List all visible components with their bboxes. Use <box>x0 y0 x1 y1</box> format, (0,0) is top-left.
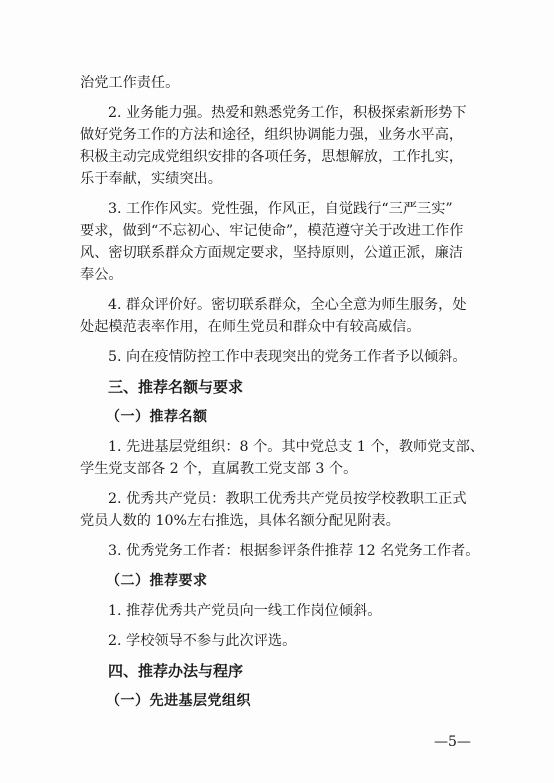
section-heading: 四、推荐办法与程序 <box>108 662 244 680</box>
paragraph-line: 要求，做到“不忘初心、牢记使命”，模范遵守关于改进工作作 <box>80 223 464 239</box>
paragraph-line: 处起模范表率作用，在师生党员和群众中有较高威信。 <box>80 319 421 335</box>
subsection-heading: （二）推荐要求 <box>106 573 208 589</box>
paragraph-line: 乐于奉献，实绩突出。 <box>80 171 222 187</box>
criterion-paragraph <box>80 294 482 338</box>
page-number: —5— <box>434 734 471 750</box>
paragraph-line: 奉公。 <box>80 267 123 283</box>
paragraph-line: 2. 学校领导不参与此次评选。 <box>108 633 297 649</box>
subsection-heading: （一）推荐名额 <box>106 409 208 425</box>
document-body <box>80 72 482 712</box>
paragraph-line: 学生党支部各 2 个，直属教工党支部 3 个。 <box>80 461 358 477</box>
criterion-paragraph <box>80 102 482 190</box>
paragraph-line: 5. 向在疫情防控工作中表现突出的党务工作者予以倾斜。 <box>108 349 467 365</box>
paragraph-line: 3. 工作作风实。党性强，作风正，自觉践行“三严三实” <box>108 201 453 217</box>
paragraph-line: 治党工作责任。 <box>80 75 180 91</box>
paragraph-line: 风、密切联系群众方面规定要求，坚持原则，公道正派，廉洁 <box>80 245 464 261</box>
paragraph-line: 4. 群众评价好。密切联系群众，全心全意为师生服务，处 <box>108 297 467 313</box>
criterion-paragraph <box>80 346 482 368</box>
paragraph-line: 1. 推荐优秀共产党员向一线工作岗位倾斜。 <box>108 603 382 619</box>
paragraph-line: 1. 先进基层党组织：8 个。其中党总支 1 个，教师党支部、 <box>108 439 484 455</box>
section-heading: 三、推荐名额与要求 <box>108 378 244 396</box>
paragraph-line: 2. 优秀共产党员：教职工优秀共产党员按学校教职工正式 <box>108 491 467 507</box>
quota-item <box>80 436 482 480</box>
subsection-heading: （一）先进基层党组织 <box>106 693 251 709</box>
requirement-item <box>80 600 482 622</box>
paragraph-line: 2. 业务能力强。热爱和熟悉党务工作，积极探索新形势下 <box>108 105 467 121</box>
criterion-paragraph <box>80 198 482 286</box>
paragraph-line: 党员人数的 10%左右推选，具体名额分配见附表。 <box>80 513 400 529</box>
paragraph-line: 做好党务工作的方法和途径，组织协调能力强，业务水平高， <box>80 127 464 143</box>
quota-item <box>80 488 482 532</box>
requirement-item <box>80 630 482 652</box>
paragraph-line: 3. 优秀党务工作者：根据参评条件推荐 12 名党务工作者。 <box>108 543 480 559</box>
quota-item <box>80 540 482 562</box>
paragraph-line: 积极主动完成党组织安排的各项任务，思想解放，工作扎实， <box>80 149 464 165</box>
